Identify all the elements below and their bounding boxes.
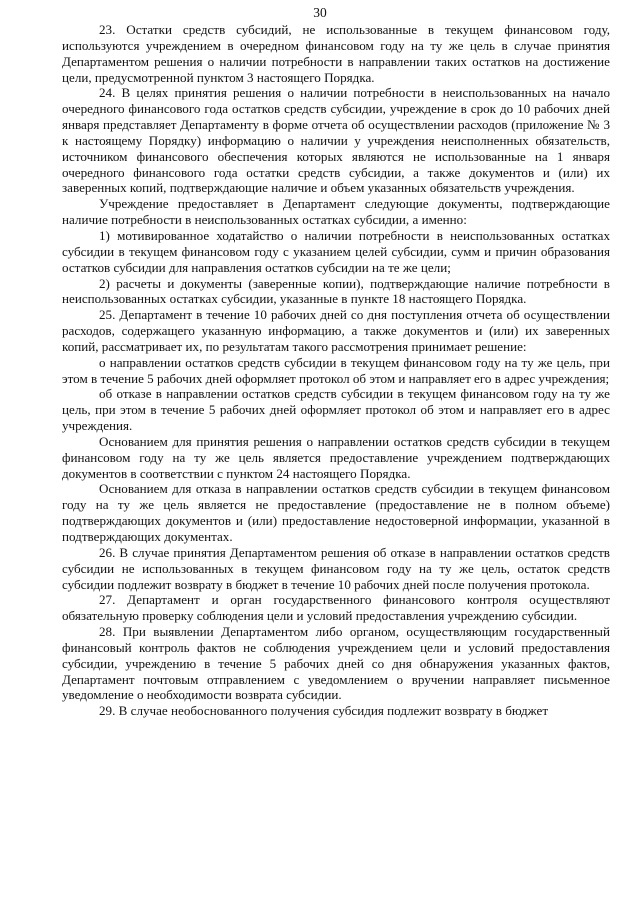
page-number: 30 [313,5,327,20]
paragraph-25-decision-refuse: об отказе в направлении остатков средств субсидии в текущем финансовом году на ту же цель, при этом в течение 5 рабочих дней оформляет протокол об этом и направляет его в адрес учреждения. [62,386,610,434]
paragraph-25: 25. Департамент в течение 10 рабочих дней со дня поступления отчета об осуществлении расходов, содержащего указанную информацию, а также документов и (или) их заверенных копий, рассматривает их, по результатам такого рассмотрения принимает решение: [62,307,610,354]
paragraph-25-refuse-basis: Основанием для отказа в направлении остатков средств субсидии в текущем финансовом году на ту же цель является не предоставление (предоставление не в полном объеме) подтверждающих документов и (или) предоставление недостоверной информации, указанной в подтверждающих документах. [62,481,610,544]
paragraph-27: 27. Департамент и орган государственного финансового контроля осуществляют обязательную проверку соблюдения цели и условий предоставления учреждению субсидии. [62,592,610,624]
paragraph-29: 29. В случае необоснованного получения субсидия подлежит возврату в бюджет [99,703,549,719]
paragraph-24-item-2: 2) расчеты и документы (заверенные копии), подтверждающие наличие потребности в неиспользованных остатках субсидии, указанные в пункте 18 настоящего Порядка. [62,275,610,307]
paragraph-25-approve-basis: Основанием для принятия решения о направлении остатков средств субсидии в текущем финансовом году на ту же цель является предоставление учреждением подтверждающих документов в соответствии с пунктом 24 настоящего Порядка. [62,433,610,481]
paragraph-28: 28. При выявлении Департаментом либо органом, осуществляющим государственный финансовый контроль фактов не соблюдения учреждением цели и условий предоставления субсидии, учреждению в течение 5 рабочих дней со дня обнаружения указанных фактов, Департамент почтовым отправлением с уведомлением о вручении направляет письменное уведомление о необходимости возврата субсидии. [62,624,610,703]
paragraph-23: 23. Остатки средств субсидий, не использованные в текущем финансовом году, используются учреждением в очередном финансовом году на ту же цель в случае принятия Департаментом решения о наличии потребности в направлении таких остатков на достижение цели, предусмотренной пунктом 3 настоящего Порядка. [62,22,610,85]
paragraph-24-item-1: 1) мотивированное ходатайство о наличии потребности в неиспользованных остатках субсидии в текущем финансовом году с указанием целей субсидии, сумм и причин образования остатков субсидии для направления остатков субсидии на те же цели; [62,227,610,275]
paragraph-24: 24. В целях принятия решения о наличии потребности в неиспользованных на начало очередного финансового года остатков средств субсидии, учреждение в срок до 10 рабочих дней января представляет Департаменту в форме отчета об осуществлении расходов (приложение № 3 к настоящему Порядку) информацию о наличии у учреждения неисполненных обязательств, источником финансового обеспечения которых являются не использованные на 1 января очередного финансового года остатки средств субсидии, а также документов и (или) их заверенных копий, подтверждающие наличие и объем указанных обязательств учреждения. [62,85,610,196]
paragraph-24-documents-intro: Учреждение предоставляет в Департамент следующие документы, подтверждающие наличие потребности в неиспользованных остатках субсидии, а именно: [62,196,610,228]
document-body [62,22,610,719]
paragraph-25-decision-approve: о направлении остатков средств субсидии в текущем финансовом году на ту же цель, при этом в течение 5 рабочих дней оформляет протокол об этом и направляет его в адрес учреждения; [62,354,610,386]
paragraph-26: 26. В случае принятия Департаментом решения об отказе в направлении остатков средств субсидии не использованных в текущем финансовом году на ту же цель, остаток средств субсидии подлежит возврату в бюджет в течение 10 рабочих дней после получения протокола. [62,544,610,592]
